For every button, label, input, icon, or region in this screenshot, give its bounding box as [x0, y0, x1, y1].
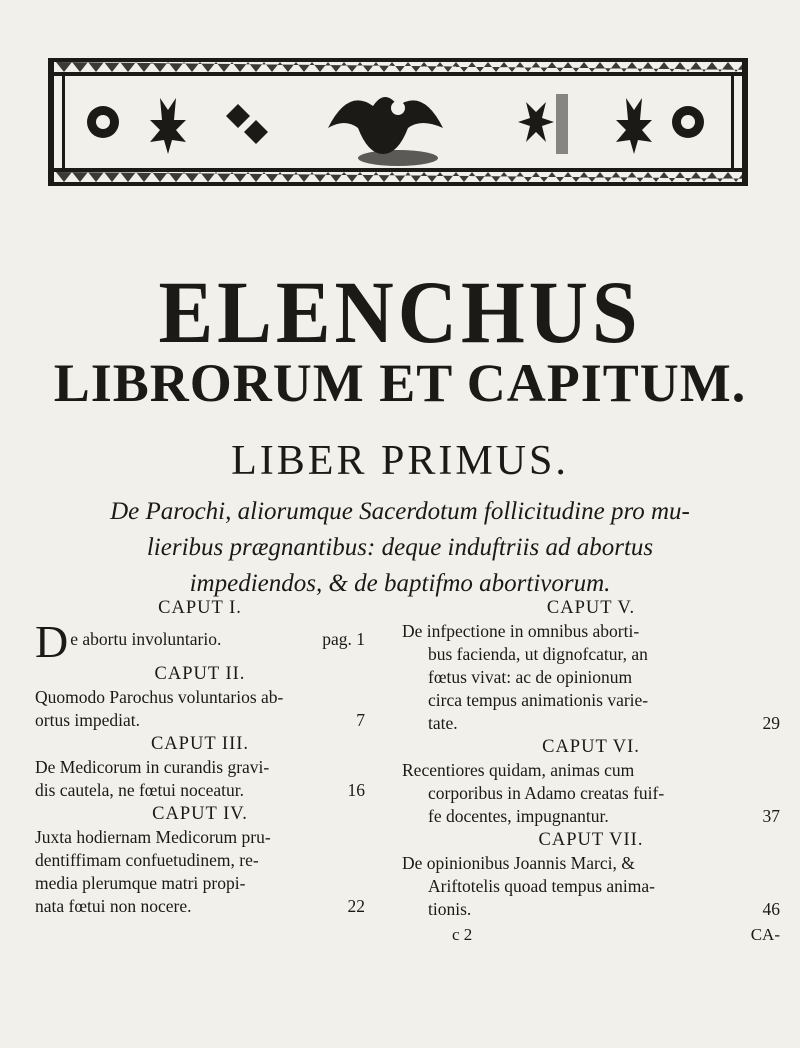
chapter-entry	[402, 852, 780, 921]
description-line: impediendos, & de baptifmo abortivorum.	[189, 570, 611, 597]
entry-text: fe docentes, impugnantur.	[428, 806, 609, 826]
page-subtitle: LIBRORUM ET CAPITUM.	[53, 353, 747, 413]
left-column	[35, 596, 365, 918]
chapter-heading: CAPUT III.	[150, 734, 250, 754]
book-description	[30, 494, 770, 602]
page-reference: 37	[762, 806, 780, 826]
chapter-heading: CAPUT VII.	[538, 830, 644, 850]
entry-text: fœtus vivat: ac de opinionum	[428, 667, 633, 687]
page-title: ELENCHUS	[158, 263, 642, 362]
right-column	[402, 596, 780, 946]
entry-text: De opinionibus Joannis Marci, &	[402, 853, 635, 873]
entry-text: Ariftotelis quoad tempus anima-	[428, 876, 655, 896]
entry-text: De Medicorum in curandis gravi-	[35, 757, 270, 777]
entry-text: circa tempus animationis varie-	[428, 690, 649, 710]
chapter-heading: CAPUT IV.	[152, 804, 248, 824]
chapter-entry	[35, 756, 365, 802]
page-reference: 22	[347, 896, 365, 916]
chapter-entry	[35, 616, 365, 667]
entry-text: media plerumque matri propi-	[35, 873, 246, 893]
chapter-entry	[35, 686, 365, 732]
entry-text: dentiffimam confuetudinem, re-	[35, 850, 259, 870]
entry-text: bus facienda, ut dignofcatur, an	[428, 644, 648, 664]
page-reference: 7	[356, 710, 365, 730]
signature-mark: c 2	[452, 925, 473, 944]
entry-text: tate.	[428, 713, 458, 733]
chapter-heading: CAPUT II.	[154, 664, 246, 684]
description-line: De Parochi, aliorumque Sacerdotum follicitudine pro mu-	[110, 498, 690, 525]
eagle-icon	[328, 97, 443, 166]
page-reference: pag. 1	[322, 629, 365, 649]
page-footer	[402, 923, 780, 946]
chapter-entry	[35, 826, 365, 918]
ornamental-border-icon	[48, 58, 748, 186]
entry-text: Juxta hodiernam Medicorum pru-	[35, 827, 271, 847]
catchword: CA-	[750, 925, 780, 944]
chapter-heading: CAPUT I.	[158, 598, 242, 618]
chapter-heading: CAPUT VI.	[542, 737, 640, 757]
entry-text: tionis.	[428, 899, 472, 919]
entry-text: dis cautela, ne fœtui noceatur.	[35, 780, 244, 800]
entry-text: corporibus in Adamo creatas fuif-	[428, 783, 665, 803]
page-reference: 46	[762, 899, 780, 919]
page-reference: 16	[347, 780, 365, 800]
entry-text: e abortu involuntario.	[70, 629, 222, 649]
page-reference: 29	[762, 713, 780, 733]
chapter-entry	[402, 759, 780, 828]
entry-text: Quomodo Parochus voluntarios ab-	[35, 687, 284, 707]
chapter-heading: CAPUT V.	[546, 598, 636, 618]
description-line: lieribus prægnantibus: deque induftriis ad abortus	[146, 534, 654, 561]
entry-text: Recentiores quidam, animas cum	[402, 760, 635, 780]
chapter-entry	[402, 620, 780, 735]
drop-capital: D	[35, 616, 69, 667]
entry-text: nata fœtui non nocere.	[35, 896, 192, 916]
book-heading: LIBER PRIMUS.	[231, 438, 569, 484]
entry-text: ortus impediat.	[35, 710, 140, 730]
entry-text: De infpectione in omnibus aborti-	[402, 621, 640, 641]
